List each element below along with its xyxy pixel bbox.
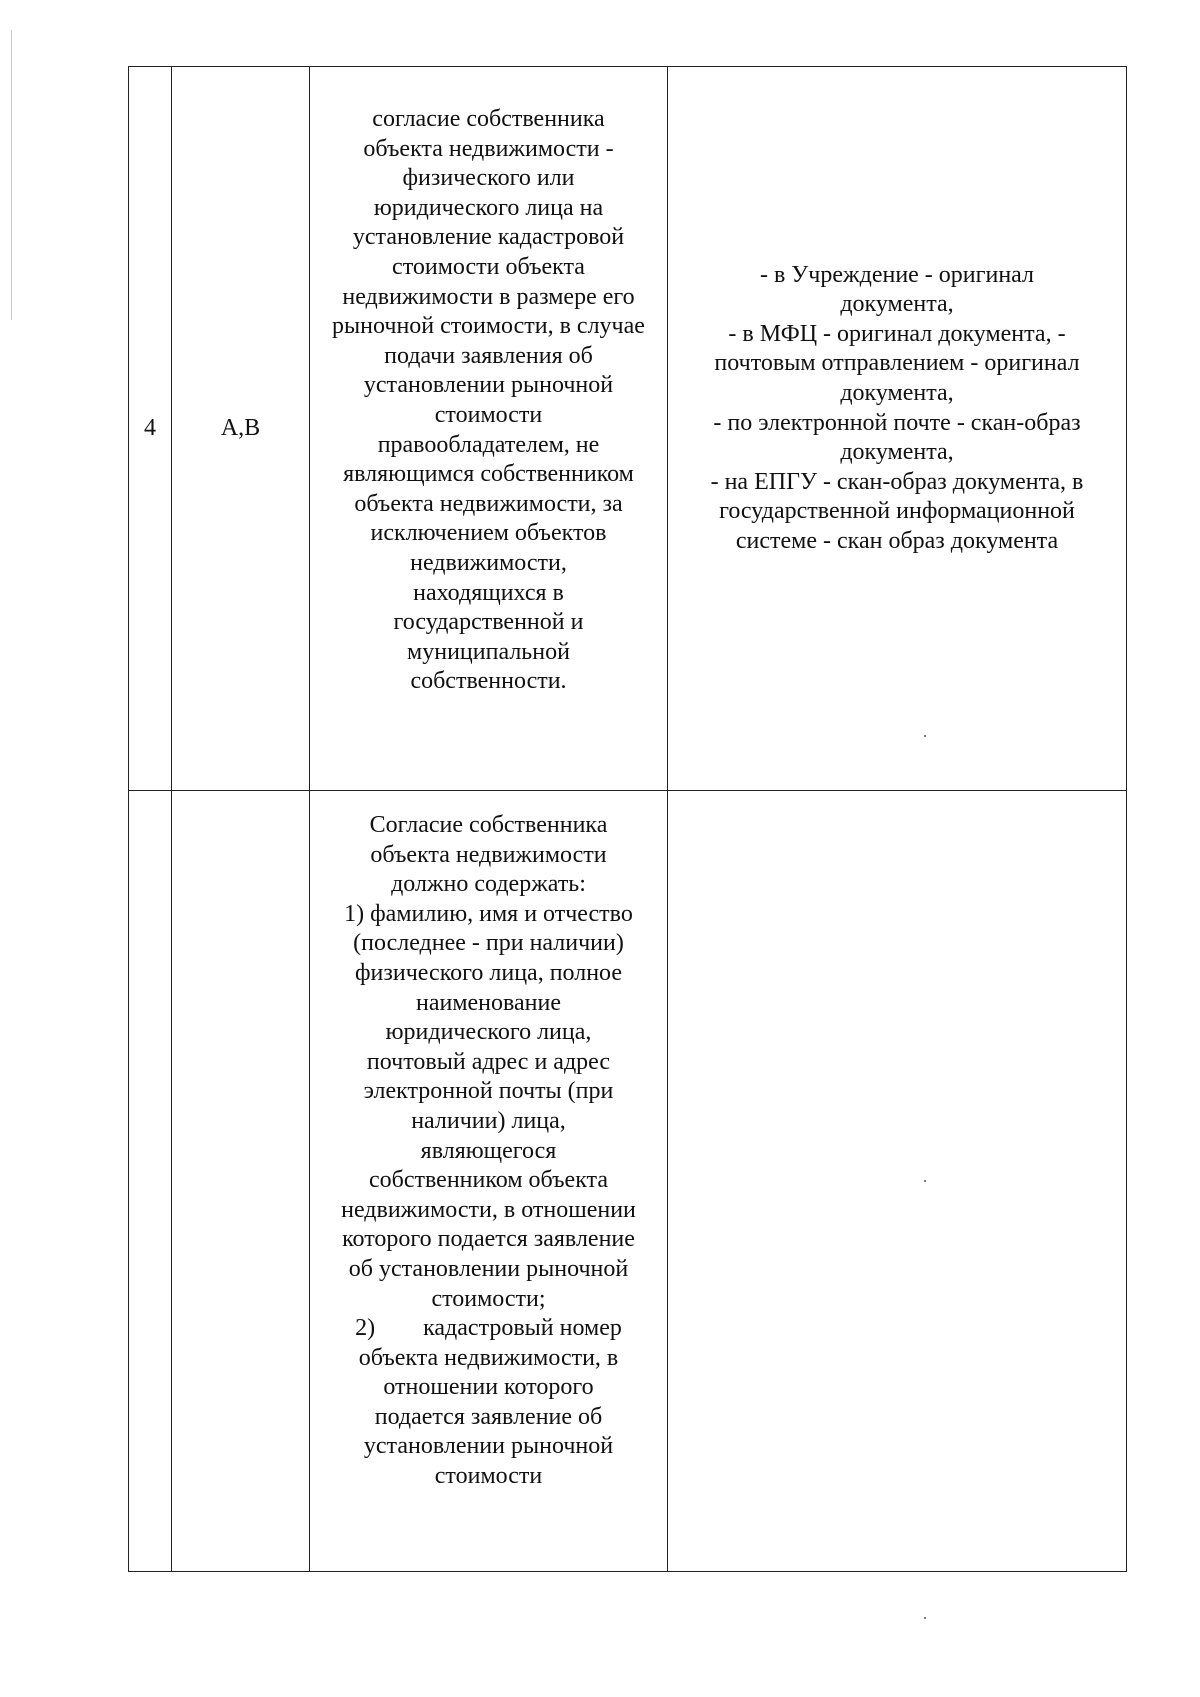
description-line: электронной почты (при [363,1078,614,1105]
document-description-cell [310,67,668,791]
description-line: недвижимости, [410,549,567,576]
submission-methods-cell [668,67,1127,791]
description-line: Согласие собственника [369,812,608,838]
description-line: находящихся в [413,579,564,606]
document-description [310,791,667,1492]
row-number-cell [129,791,172,1572]
description-line: объекта недвижимости, за [354,490,623,517]
submission-line: документа, [840,439,954,466]
description-line: физического или [402,165,575,192]
description-line: 2) кадастровый номер [355,1315,622,1342]
description-line: подается заявление об [374,1403,603,1430]
description-line: наименование [415,989,562,1016]
description-line: 1) фамилию, имя и отчество [344,900,633,927]
description-line: стоимости [434,1463,543,1490]
description-line: юридического лица, [385,1019,592,1046]
description-line: (последнее - при наличии) [353,930,624,957]
table-row [129,67,1127,791]
row-code-cell [172,791,310,1572]
description-line: объекта недвижимости, в [358,1344,619,1371]
description-line: стоимости [434,401,543,428]
description-line: являющимся собственником [343,461,634,488]
description-line: муниципальной [407,638,570,665]
description-line: которого подается заявление [342,1226,635,1253]
description-line: стоимости объекта [392,253,585,280]
description-line: объекта недвижимости - [363,135,614,162]
submission-line: системе - скан образ документа [735,527,1059,554]
scan-edge-mark [11,30,12,320]
description-line: объекта недвижимости [370,841,607,868]
description-line: почтовый адрес и адрес [366,1048,611,1075]
description-line: недвижимости в размере его [342,283,635,310]
document-description [310,67,667,697]
description-line: рыночной стоимости, в случае [332,313,645,340]
description-line: собственности. [410,668,567,695]
row-number: 4 [144,414,156,441]
description-line: установление кадастровой [352,224,625,251]
scan-speck [924,735,926,737]
description-line: юридического лица на [373,194,604,221]
description-line: об установлении рыночной [348,1255,629,1282]
submission-line: - по электронной почте - скан-образ [713,409,1081,436]
description-line: стоимости; [431,1285,546,1312]
description-line: физического лица, полное [355,959,622,986]
description-line: согласие собственника [372,106,605,132]
submission-line: - на ЕПГУ - скан-образ документа, в [710,468,1084,495]
scan-speck [924,1180,926,1182]
submission-line: - в МФЦ - оригинал документа, - [728,320,1066,347]
description-line: собственником объекта [368,1167,608,1194]
document-table [128,66,1127,1572]
description-line: наличии) лица, [411,1107,566,1134]
row-code-cell [172,67,310,791]
table-row [129,791,1127,1572]
description-line: установлении рыночной [363,372,614,399]
description-line: исключением объектов [370,520,607,547]
description-line: являющегося [420,1137,557,1164]
submission-line: почтовым отправлением - оригинал [714,350,1080,377]
document-description-cell [310,791,668,1572]
description-line: государственной и [393,609,584,636]
description-line: правообладателем, не [377,431,600,458]
submission-line: государственной информационной [719,498,1075,525]
submission-line: документа, [840,291,954,318]
description-line: недвижимости, в отношении [341,1196,636,1223]
submission-line: документа, [840,379,954,406]
submission-methods [676,261,1118,557]
row-code: А,В [220,414,261,441]
scan-speck [924,1617,926,1619]
submission-line: - в Учреждение - оригинал [759,261,1035,288]
description-line: должно содержать: [391,871,586,898]
description-line: установлении рыночной [363,1433,614,1460]
submission-methods-cell [668,791,1127,1572]
description-line: отношении которого [383,1374,594,1401]
description-line: подачи заявления об [384,342,593,369]
row-number-cell [129,67,172,791]
